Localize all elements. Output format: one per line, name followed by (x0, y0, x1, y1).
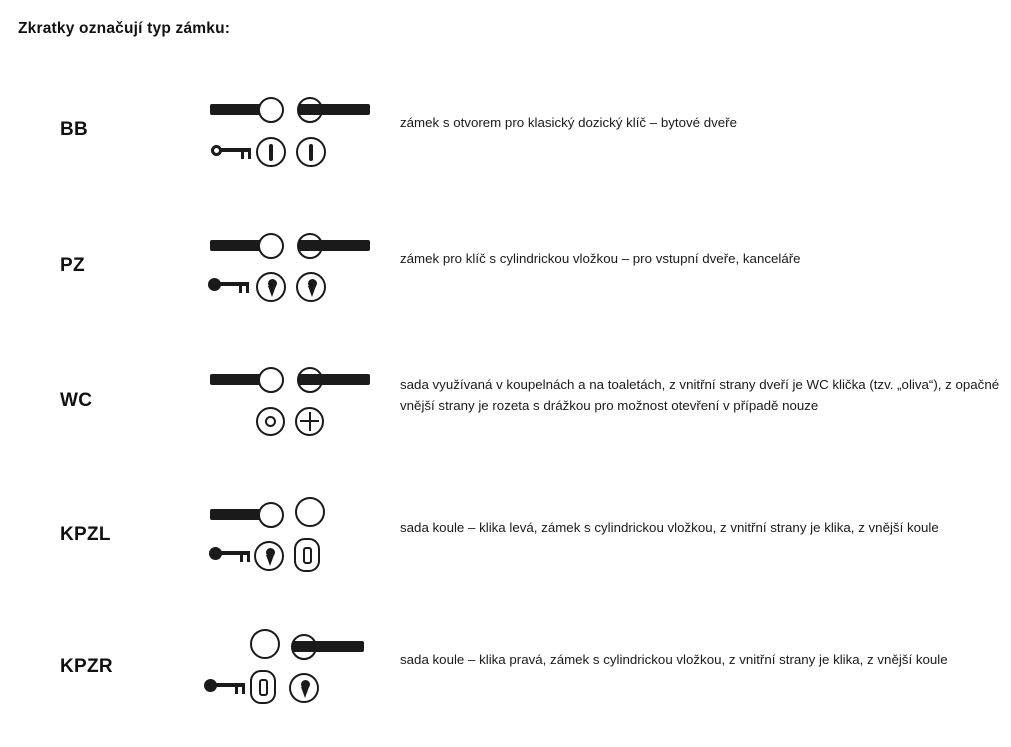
escutcheon-left-pz-icon (256, 272, 286, 302)
knob-left-icon (250, 629, 280, 659)
lever-right-icon (298, 240, 370, 251)
lock-type-row (0, 211, 1011, 346)
lever-right-icon (298, 374, 370, 385)
key-icon (211, 143, 257, 159)
lock-type-row (0, 612, 1011, 747)
lock-figure-bb (196, 75, 386, 175)
escutcheon-right-pz-icon (289, 673, 319, 703)
lock-description: sada koule – klika levá, zámek s cylindrickou vložkou, z vnitřní strany je klika, z vnější koule (400, 520, 939, 535)
lock-description: zámek pro klíč s cylindrickou vložkou – pro vstupní dveře, kanceláře (400, 251, 801, 266)
lever-right-icon (292, 641, 364, 652)
escutcheon-right-pz-icon (296, 272, 326, 302)
lock-code: PZ (60, 255, 85, 276)
lock-type-row (0, 345, 1011, 480)
lock-description: sada využívaná v koupelnách a na toaletách, z vnitřní strany dveří je WC klička (tzv. „oliva“), z opačné vnější strany je rozeta s drážkou pro možnost otevření v případě nouze (400, 377, 1000, 413)
lever-right-icon (298, 104, 370, 115)
lock-code: WC (60, 390, 93, 411)
escutcheon-wc-slot-icon (295, 407, 324, 436)
escutcheon-left-oval-icon (250, 670, 276, 704)
lock-figure-wc (196, 345, 386, 445)
lock-figure-pz (196, 211, 386, 311)
key-icon (208, 277, 258, 295)
rosette-left-icon (258, 367, 284, 393)
escutcheon-wc-knob-icon (256, 407, 285, 436)
rosette-left-icon (258, 233, 284, 259)
lock-figure-kpzr (196, 612, 386, 712)
escutcheon-left-pz-icon (254, 541, 284, 571)
lock-code: BB (60, 119, 89, 140)
knob-right-icon (295, 497, 325, 527)
key-icon (209, 546, 259, 564)
rosette-left-icon (258, 502, 284, 528)
escutcheon-left-bb-icon (256, 137, 286, 167)
lock-code: KPZL (60, 524, 111, 545)
lock-type-row (0, 75, 1011, 210)
key-icon (204, 678, 254, 696)
lock-type-row (0, 480, 1011, 615)
rosette-left-icon (258, 97, 284, 123)
lock-description: sada koule – klika pravá, zámek s cylindrickou vložkou, z vnitřní strany je klika, z vnější koule (400, 652, 948, 667)
escutcheon-right-oval-icon (294, 538, 320, 572)
page-title: Zkratky označují typ zámku: (18, 20, 231, 37)
lock-description: zámek s otvorem pro klasický dozický klíč – bytové dveře (400, 115, 737, 130)
lock-figure-kpzl (196, 480, 386, 580)
lock-code: KPZR (60, 656, 113, 677)
escutcheon-right-bb-icon (296, 137, 326, 167)
